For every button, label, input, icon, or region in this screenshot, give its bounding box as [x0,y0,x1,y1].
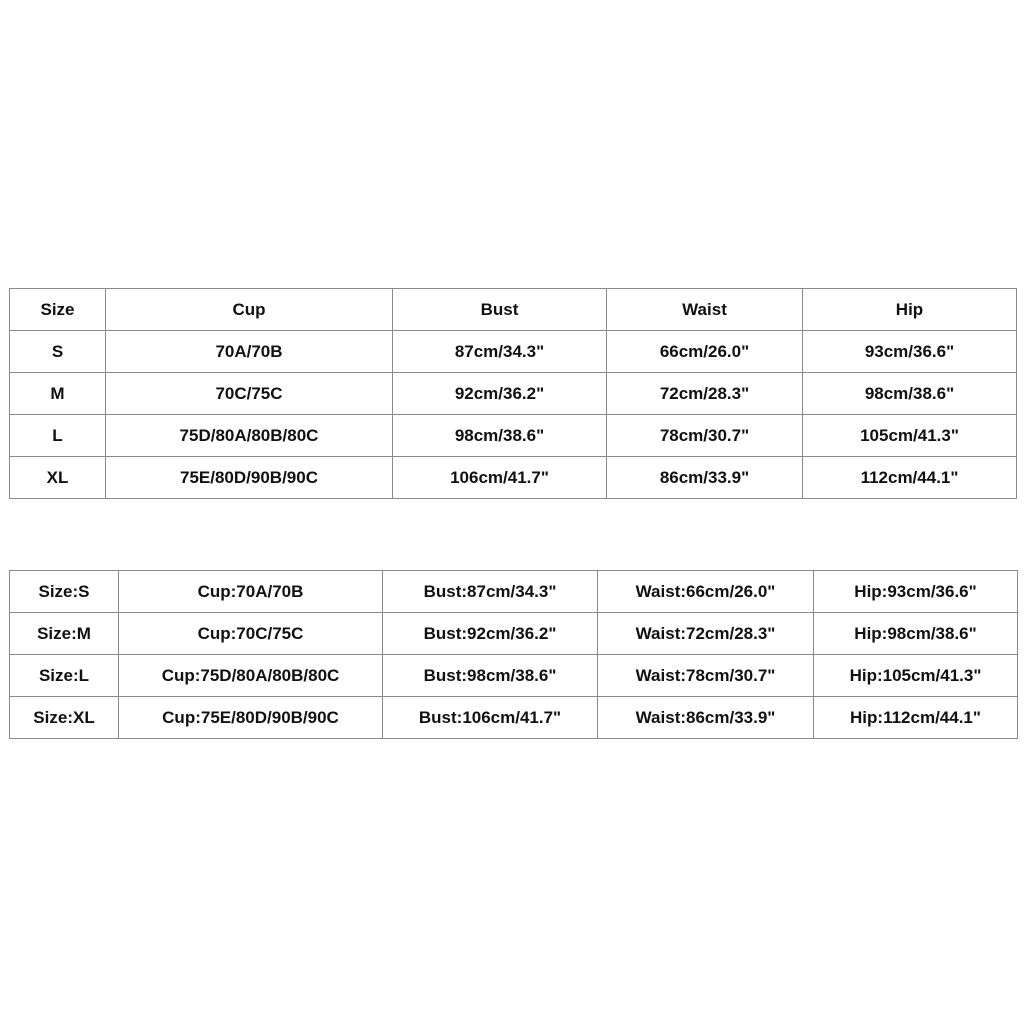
cell-waist: 66cm/26.0" [607,331,803,373]
cell-bust: Bust:92cm/36.2" [383,613,598,655]
table-row [10,331,1017,373]
cell-size: Size:XL [10,697,119,739]
cell-size: Size:M [10,613,119,655]
header-hip: Hip [803,289,1017,331]
header-cup: Cup [106,289,393,331]
cell-hip: 105cm/41.3" [803,415,1017,457]
cell-hip: Hip:93cm/36.6" [814,571,1018,613]
cell-bust: 92cm/36.2" [393,373,607,415]
header-waist: Waist [607,289,803,331]
cell-bust: Bust:87cm/34.3" [383,571,598,613]
header-bust: Bust [393,289,607,331]
size-chart-table-header-style [9,288,1017,499]
cell-waist: 72cm/28.3" [607,373,803,415]
cell-size: M [10,373,106,415]
cell-hip: 93cm/36.6" [803,331,1017,373]
cell-cup: 75E/80D/90B/90C [106,457,393,499]
cell-size: L [10,415,106,457]
cell-size: S [10,331,106,373]
cell-bust: 87cm/34.3" [393,331,607,373]
cell-waist: Waist:86cm/33.9" [598,697,814,739]
cell-waist: Waist:66cm/26.0" [598,571,814,613]
cell-waist: 78cm/30.7" [607,415,803,457]
cell-bust: 106cm/41.7" [393,457,607,499]
table-header-row [10,289,1017,331]
table-row [10,457,1017,499]
cell-cup: Cup:70A/70B [119,571,383,613]
cell-waist: 86cm/33.9" [607,457,803,499]
cell-cup: 70A/70B [106,331,393,373]
cell-hip: Hip:98cm/38.6" [814,613,1018,655]
cell-bust: Bust:98cm/38.6" [383,655,598,697]
cell-cup: Cup:75E/80D/90B/90C [119,697,383,739]
cell-waist: Waist:72cm/28.3" [598,613,814,655]
size-chart-table-inline-style [9,570,1018,739]
table-row [10,571,1018,613]
cell-cup: 70C/75C [106,373,393,415]
table-row [10,373,1017,415]
table-row [10,415,1017,457]
cell-bust: Bust:106cm/41.7" [383,697,598,739]
cell-hip: Hip:112cm/44.1" [814,697,1018,739]
cell-hip: Hip:105cm/41.3" [814,655,1018,697]
header-size: Size [10,289,106,331]
cell-size: Size:L [10,655,119,697]
cell-cup: Cup:70C/75C [119,613,383,655]
cell-cup: 75D/80A/80B/80C [106,415,393,457]
cell-size: XL [10,457,106,499]
cell-hip: 112cm/44.1" [803,457,1017,499]
cell-hip: 98cm/38.6" [803,373,1017,415]
cell-bust: 98cm/38.6" [393,415,607,457]
cell-size: Size:S [10,571,119,613]
table-row [10,655,1018,697]
cell-waist: Waist:78cm/30.7" [598,655,814,697]
table-row [10,697,1018,739]
cell-cup: Cup:75D/80A/80B/80C [119,655,383,697]
table-row [10,613,1018,655]
